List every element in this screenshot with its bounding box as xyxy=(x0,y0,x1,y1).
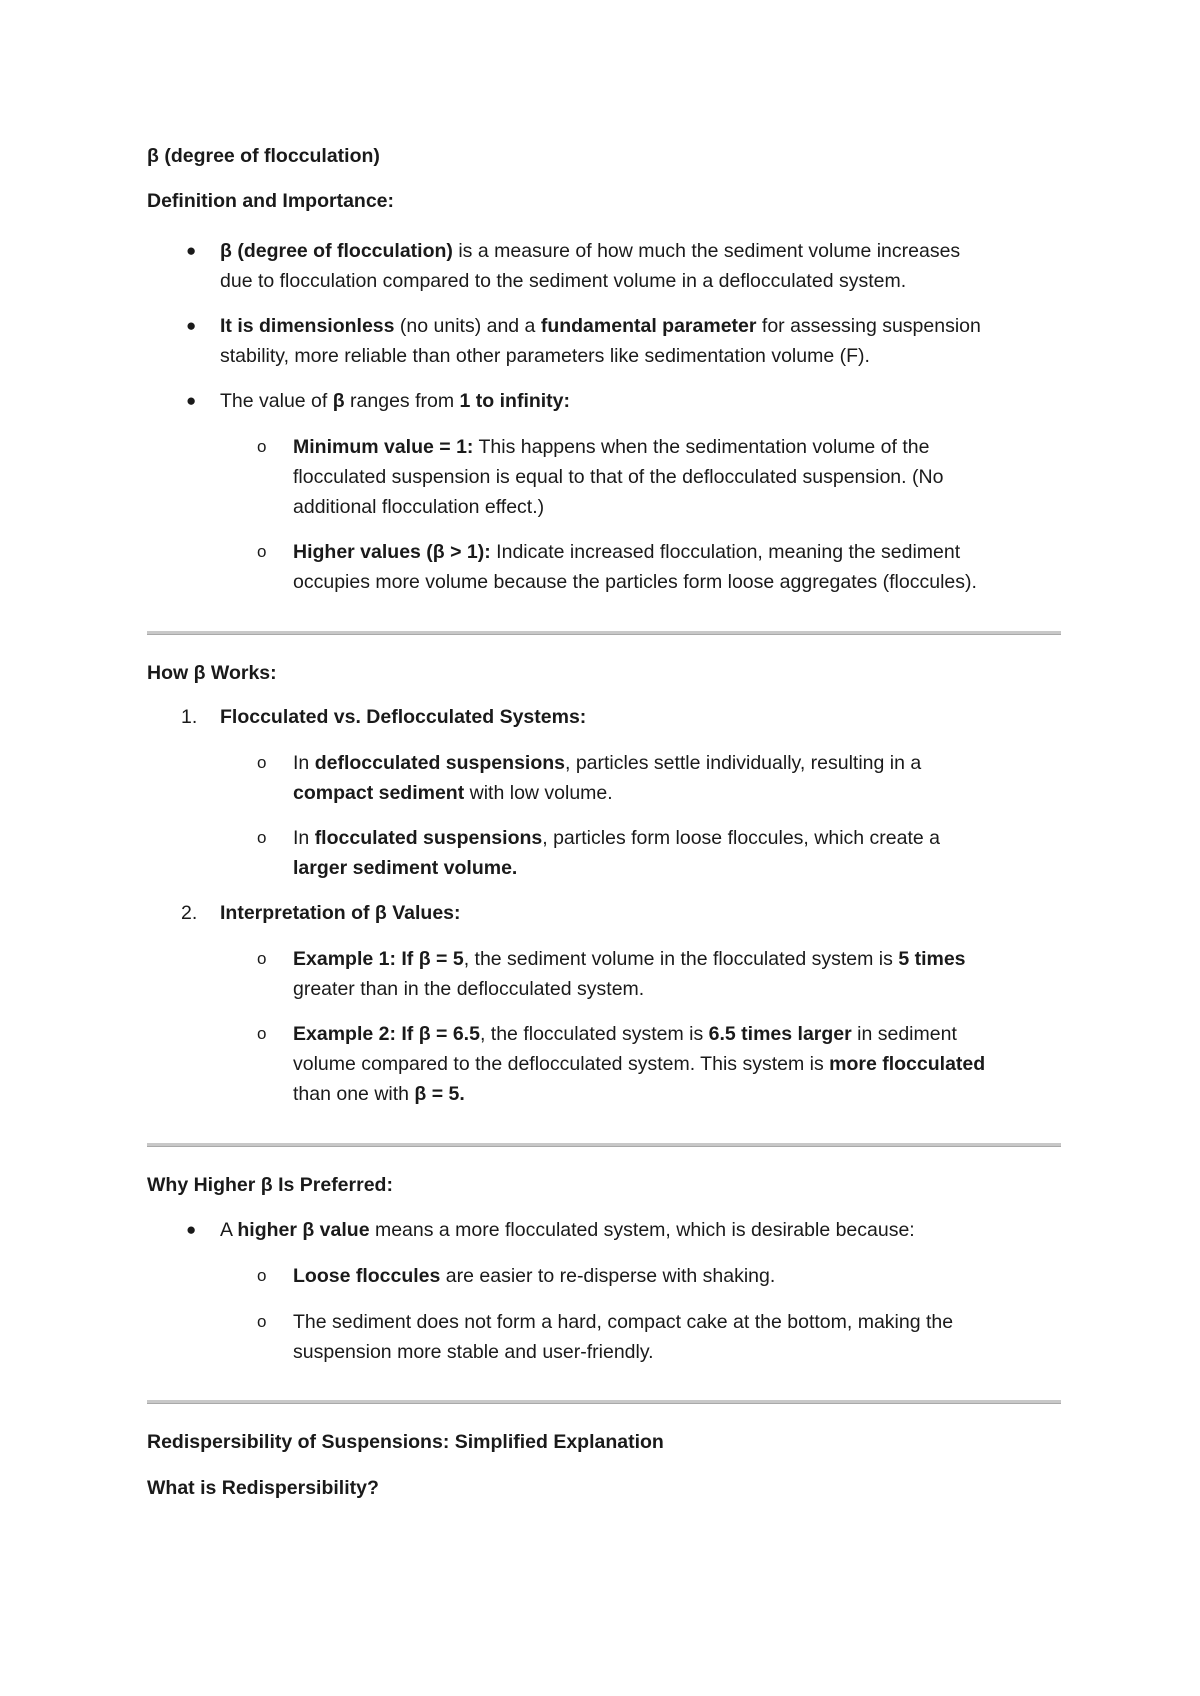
bold-term: Example 1: If β = 5 xyxy=(293,948,464,970)
circle-bullet-icon: o xyxy=(257,1266,267,1285)
bold-term: fundamental parameter xyxy=(540,315,757,337)
why-heading: Why Higher β Is Preferred: xyxy=(147,1174,393,1196)
text-span: In xyxy=(293,752,315,774)
bold-term: Example 2: If β = 6.5 xyxy=(293,1023,480,1045)
text-line: The sediment does not form a hard, compact cake at the bottom, making the xyxy=(293,1311,954,1333)
text-line: occupies more volume because the particles form loose aggregates (floccules). xyxy=(293,571,977,593)
circle-bullet-icon: o xyxy=(257,1312,267,1331)
bold-term: higher β value xyxy=(237,1219,370,1241)
text-span: , particles settle individually, resulting in a xyxy=(565,752,922,774)
text-span: volume compared to the deflocculated system. This system is xyxy=(293,1053,830,1075)
text-span: , the flocculated system is xyxy=(479,1023,709,1045)
circle-bullet-icon: o xyxy=(257,828,267,847)
text-line: due to flocculation compared to the sediment volume in a deflocculated system. xyxy=(220,270,907,292)
bold-term: Higher values (β > 1): xyxy=(293,541,491,563)
bold-term: 5 times xyxy=(898,948,966,970)
text-span: than one with xyxy=(293,1083,415,1105)
text-span: A xyxy=(220,1219,238,1241)
text-span: (no units) and a xyxy=(394,315,541,337)
bold-term: deflocculated suspensions xyxy=(314,752,565,774)
circle-bullet-icon: o xyxy=(257,1024,267,1043)
what-heading: What is Redispersibility? xyxy=(147,1477,379,1499)
circle-bullet-icon: o xyxy=(257,542,267,561)
text-line: suspension more stable and user-friendly. xyxy=(293,1341,654,1363)
text-span: In xyxy=(293,827,315,849)
bold-term: β xyxy=(332,390,345,412)
list-number: 1. xyxy=(181,706,198,728)
bold-term: 6.5 times larger xyxy=(708,1023,852,1045)
circle-bullet-icon: o xyxy=(257,753,267,772)
redispersibility-heading: Redispersibility of Suspensions: Simplified Explanation xyxy=(147,1431,664,1453)
horizontal-divider xyxy=(147,1143,1061,1147)
text-span: in sediment xyxy=(851,1023,957,1045)
bold-term: β (degree of flocculation) xyxy=(220,240,453,262)
how-heading: How β Works: xyxy=(147,662,277,684)
text-span: are easier to re-disperse with shaking. xyxy=(440,1265,776,1287)
text-span: means a more flocculated system, which is desirable because: xyxy=(369,1219,915,1241)
text-span: is a measure of how much the sediment volume increases xyxy=(452,240,961,262)
text-line: greater than in the deflocculated system. xyxy=(293,978,645,1000)
text-line: additional flocculation effect.) xyxy=(293,496,545,518)
text-span: This happens when the sedimentation volume of the xyxy=(473,436,930,458)
bold-term: Interpretation of β Values: xyxy=(220,902,461,924)
text-span: The value of xyxy=(220,390,333,412)
bold-term: It is xyxy=(220,315,260,337)
text-span: , the sediment volume in the flocculated system is xyxy=(463,948,899,970)
bold-term: Loose floccules xyxy=(293,1265,441,1287)
definition-heading: Definition and Importance: xyxy=(147,190,395,212)
bold-term: flocculated suspensions xyxy=(314,827,543,849)
bullet-icon: ● xyxy=(186,1220,197,1239)
text-line: stability, more reliable than other parameters like sedimentation volume (F). xyxy=(220,345,870,367)
bold-term: β = 5. xyxy=(414,1083,465,1105)
bold-term: compact sediment xyxy=(293,782,465,804)
bold-term: Minimum value = 1: xyxy=(293,436,474,458)
bullet-icon: ● xyxy=(186,391,197,410)
text-line: flocculated suspension is equal to that of the deflocculated suspension. (No xyxy=(293,466,944,488)
bold-term: larger sediment volume. xyxy=(293,857,518,879)
document-title: β (degree of flocculation) xyxy=(147,145,380,167)
text-span: with low volume. xyxy=(464,782,613,804)
bold-term: dimensionless xyxy=(259,315,395,337)
text-span: ranges from xyxy=(344,390,460,412)
bold-term: 1 to infinity: xyxy=(459,390,571,412)
horizontal-divider xyxy=(147,1400,1061,1404)
text-span: for assessing suspension xyxy=(756,315,981,337)
horizontal-divider xyxy=(147,631,1061,635)
circle-bullet-icon: o xyxy=(257,949,267,968)
bold-term: more flocculated xyxy=(829,1053,986,1075)
text-span: , particles form loose floccules, which create a xyxy=(542,827,941,849)
bullet-icon: ● xyxy=(186,316,197,335)
bold-term: Flocculated vs. Deflocculated Systems: xyxy=(220,706,587,728)
bullet-icon: ● xyxy=(186,241,197,260)
text-span: Indicate increased flocculation, meaning the sediment xyxy=(490,541,961,563)
list-number: 2. xyxy=(181,902,198,924)
circle-bullet-icon: o xyxy=(257,437,267,456)
